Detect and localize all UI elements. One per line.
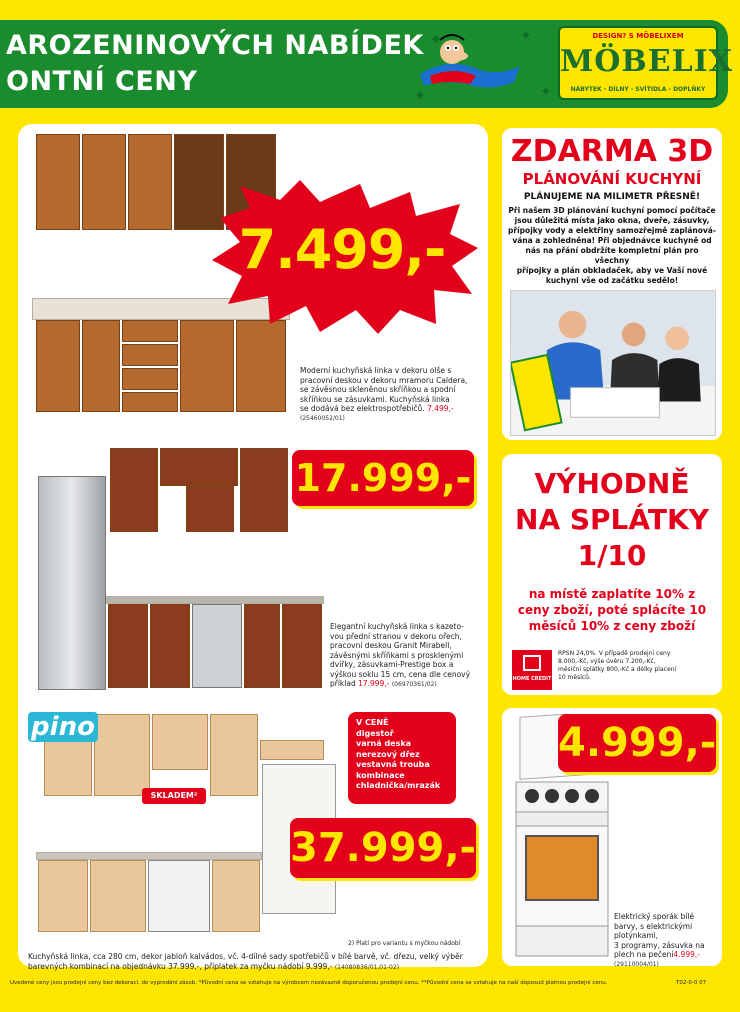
- glass-wall-cabinet: [110, 448, 158, 532]
- card-body: [512, 586, 712, 634]
- product-code: (06970361/02): [391, 681, 437, 688]
- body-line: přípojky vody a elektřiny samozřejmě zaplánová-: [508, 226, 716, 235]
- base-cabinet: [244, 604, 280, 688]
- feature-line: kombinace: [356, 770, 405, 780]
- base-cabinet: [108, 604, 148, 688]
- desc-line: barvy, s elektrickými: [614, 921, 693, 931]
- feature-line: nerezový dřez: [356, 749, 420, 759]
- body-line: ceny zboží, poté splácíte 10: [517, 603, 707, 617]
- feature-line: vestavná trouba: [356, 760, 430, 769]
- feature-line: V CENĚ: [356, 718, 389, 727]
- drawer: [122, 344, 178, 366]
- offer-2-description: [330, 622, 490, 690]
- legal-footer: Uvedené ceny jsou prodejní ceny bez dekorací, do vyprodání zásob. *Původní cena se vztahuje na výrobcem nezávazně doporučenou prodejní cenu. **Původní cena se vztahuje na naší doposud platnou prodejní cenu.: [10, 980, 608, 986]
- base-cabinet: [38, 860, 88, 932]
- wall-cabinet: [260, 740, 324, 760]
- fine-line: 10 měsíců.: [558, 674, 591, 681]
- title-line: NA SPLÁTKY: [515, 503, 709, 536]
- logo-wordmark: MÖBELIX: [560, 44, 733, 79]
- base-cabinet: [82, 320, 120, 412]
- headline-line2: ONTNÍ CENY: [6, 66, 198, 97]
- desc-line: [330, 679, 490, 690]
- drawer: [122, 320, 178, 342]
- desc-line: [300, 404, 486, 414]
- worktop: [106, 596, 324, 604]
- feature-line: digestoř: [356, 728, 394, 738]
- fine-line: měsíční splátky 800,-Kč a délky placení: [558, 666, 677, 673]
- star-icon: ✦: [430, 32, 442, 48]
- desc-line: pracovní deskou Granit Mirabell,: [330, 641, 452, 650]
- body-line: měsíců 10% z ceny zboží: [528, 619, 696, 633]
- desc-text: , příplatek za myčku nádobí 9.999,-: [199, 961, 333, 971]
- body-line: nás na přání obdržíte kompletní plán pro všechny: [525, 246, 699, 265]
- desc-text: plech na pečení: [614, 950, 674, 959]
- offer-3-description: [28, 952, 468, 972]
- offer-3-footnote: 2) Platí pro variantu s myčkou nádobí: [348, 940, 461, 947]
- body-line: přípojky a plán obkladaček, aby ve Vaší nové: [516, 266, 708, 275]
- desc-line: plotýnkami,: [614, 931, 659, 940]
- body-line: kuchyni vše od začátku sedělo!: [545, 276, 679, 285]
- base-cabinet: [150, 604, 190, 688]
- body-line: Při našem 3D plánování kuchyní pomocí počítače: [508, 206, 716, 215]
- star-icon: ✦: [414, 88, 426, 104]
- free-3d-planning-card: [500, 126, 724, 442]
- base-cabinet: [36, 320, 80, 412]
- included-features-box: [348, 712, 456, 804]
- desc-line: dvířky, zásuvkami-Prestige box a: [330, 660, 454, 669]
- credit-fine-print: [558, 650, 718, 682]
- desc-line: Elektrický sporák bílé: [614, 912, 695, 921]
- worktop: [36, 852, 262, 860]
- stove-description: [614, 912, 718, 969]
- wall-cabinet: [152, 714, 208, 770]
- offer-1-description: [300, 366, 486, 423]
- card-subtitle: PLÁNOVÁNÍ KUCHYNÍ: [522, 170, 702, 188]
- logo-subline: NÁBYTEK - DÍLNY - SVÍTIDLA - DOPLŇKY: [570, 86, 706, 93]
- desc-line: 3 programy, zásuvka na: [614, 940, 705, 950]
- desc-text: příklad: [330, 679, 356, 688]
- body-line: vána a zohledněna! Při objednávce kuchyně od: [512, 236, 712, 245]
- desc-text: se dodává bez elektrospotřebičů.: [300, 404, 425, 413]
- product-code: (14080836/01,01-02): [334, 963, 400, 971]
- desc-line: [614, 950, 718, 960]
- house-icon: [512, 650, 552, 676]
- body-line: jsou důležitá místa jako okna, dveře, zásuvky,: [514, 216, 710, 225]
- desc-line: se závěsnou skleněnou skříňkou a spodní: [300, 385, 456, 394]
- desc-price: 7.499,-: [427, 404, 454, 413]
- product-code: (25460052/01): [300, 414, 345, 422]
- body-line: na místě zaplatíte 10% z: [528, 587, 696, 601]
- price-offer-1: 7.499,-: [238, 218, 446, 281]
- drawer: [122, 368, 178, 390]
- desc-text: barevných kombinací na objednávku: [28, 961, 166, 971]
- fine-line: RPSN 24,0%. V případě prodejní ceny: [558, 650, 671, 657]
- desc-line: pracovní deskou v dekoru mramoru Caldera,: [300, 375, 468, 385]
- consultation-photo: [510, 290, 716, 436]
- home-credit-logo: [512, 650, 552, 690]
- glass-wall-cabinet: [240, 448, 288, 532]
- card-tagline: PLÁNUJEME NA MILIMETR PŘESNĚ!: [523, 192, 701, 202]
- feature-line: varná deska: [356, 739, 412, 748]
- desc-line: výškou soklu 15 cm, cena dle cenový: [330, 669, 471, 679]
- card-title: ZDARMA 3D: [510, 134, 714, 169]
- desc-line: závěsnými skříňkami s prosklenými: [330, 650, 464, 660]
- price-offer-3: 37.999,-: [290, 818, 476, 878]
- wall-cabinet: [210, 714, 258, 796]
- wall-cabinet: [82, 134, 126, 230]
- wall-cabinet: [94, 714, 150, 796]
- price-offer-2: 17.999,-: [292, 450, 474, 506]
- feature-line: chladnička/mrazák: [356, 781, 441, 790]
- card-title: [502, 466, 722, 574]
- title-line: 1/10: [577, 539, 647, 572]
- desc-line: skříňkou se zásuvkami. Kuchyňská linka: [300, 394, 450, 404]
- drawer: [122, 392, 178, 412]
- built-in-oven: [148, 860, 210, 932]
- desc-price: 17.999,-: [358, 679, 390, 688]
- star-icon: ✦: [540, 84, 552, 100]
- mascot-illustration: [410, 26, 530, 106]
- oven: [192, 604, 242, 688]
- desc-line: [28, 962, 468, 973]
- in-stock-badge: SKLADEM²: [142, 788, 206, 804]
- drawer-cabinet: [282, 604, 322, 688]
- desc-line: vou přední stranou v dekoru ořech,: [330, 631, 462, 641]
- wall-cabinet: [128, 134, 172, 230]
- base-cabinet: [90, 860, 146, 932]
- desc-price: 4.999,-: [673, 950, 700, 959]
- desc-line: Elegantní kuchyňská linka s kazeto-: [330, 622, 464, 631]
- header: [0, 0, 740, 118]
- fridge: [38, 476, 106, 690]
- desc-price: 37.999,-: [168, 961, 200, 971]
- flyer-code: T02-0-0 07: [676, 980, 707, 986]
- base-cabinet: [212, 860, 260, 932]
- desc-line: Kuchyňská linka, cca 280 cm, dekor jabloň kalvádos, vč. 4-dílné sady spotřebičů v bílé barvě, vč. dřezu, velký výběr: [28, 952, 463, 961]
- wall-cabinet: [36, 134, 80, 230]
- card-body: [508, 206, 716, 286]
- installments-card: [500, 452, 724, 697]
- logo-text: HOME CREDIT: [512, 676, 552, 682]
- mobelix-logo[interactable]: [558, 26, 733, 100]
- extractor-hood: [186, 486, 234, 532]
- headline-line1: AROZENINOVÝCH NABÍDEK: [6, 30, 424, 61]
- title-line: VÝHODNĚ: [534, 467, 690, 500]
- pino-brand-logo: pino: [28, 712, 98, 742]
- wall-cabinet: [160, 448, 238, 486]
- price-stove: 4.999,-: [558, 714, 716, 772]
- star-icon: ✦: [520, 28, 532, 44]
- desc-line: Moderní kuchyňská linka v dekoru olše s: [300, 366, 452, 375]
- fine-line: 8.000,-Kč, výše úvěru 7.200,-Kč,: [558, 658, 656, 665]
- logo-tagline: DESIGN? S MÖBELIXEM: [592, 32, 684, 40]
- product-code: (29110004/01): [614, 960, 659, 968]
